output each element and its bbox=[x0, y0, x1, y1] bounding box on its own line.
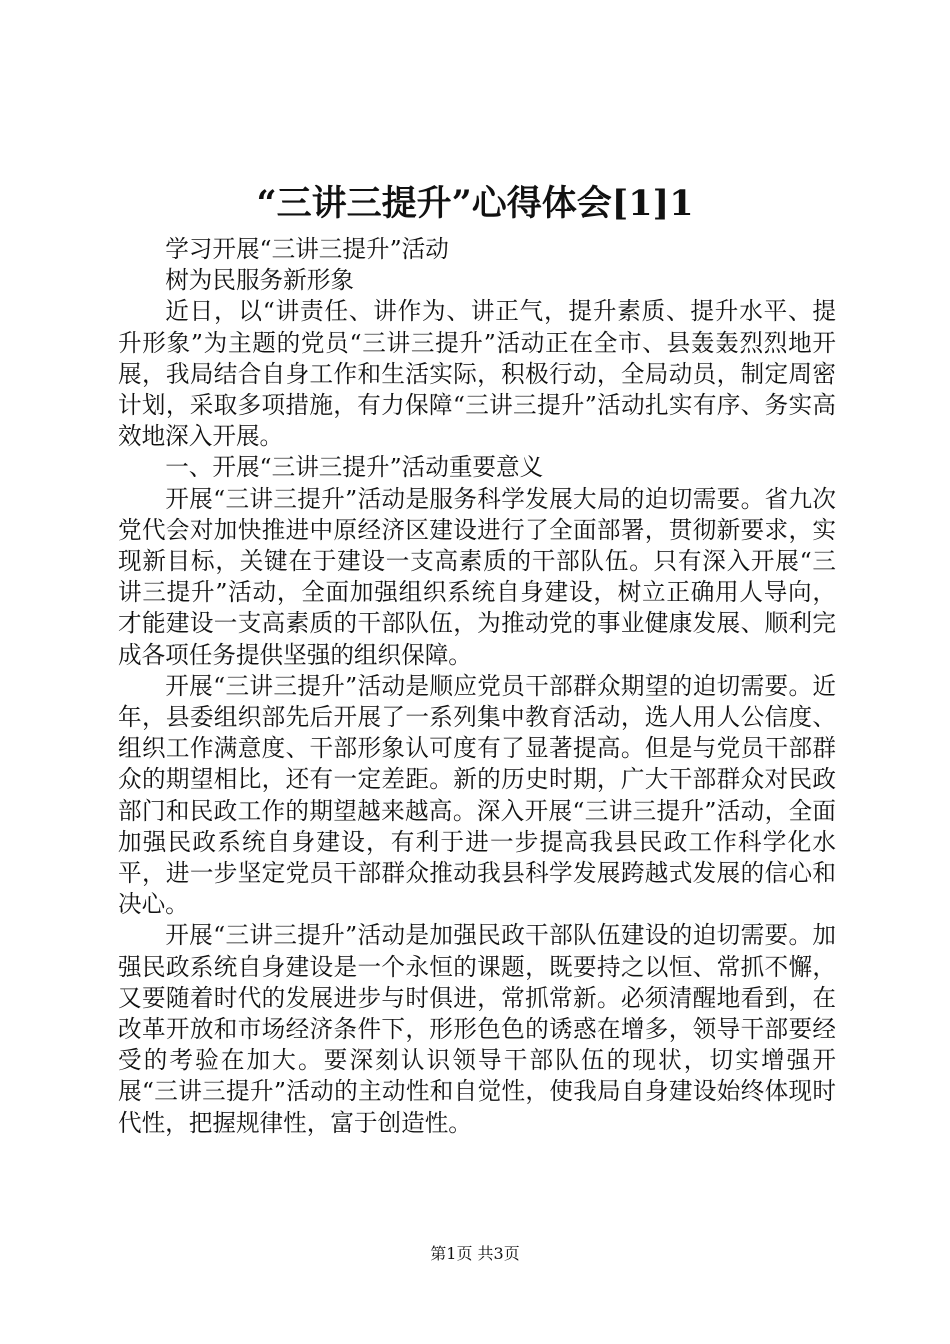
body-paragraph: 开展“三讲三提升”活动是顺应党员干部群众期望的迫切需要。近年，县委组织部先后开展了一系列集中教育活动，选人用人公信度、组织工作满意度、干部形象认可度有了显著提高。但是与党员干部群众的期望相比，还有一定差距。新的历史时期，广大干部群众对民政部门和民政工作的期望越来越高。深入开展“三讲三提升”活动，全面加强民政系统自身建设，有利于进一步提高我县民政工作科学化水平，进一步坚定党员干部群众推动我县科学发展跨越式发展的信心和决心。 bbox=[118, 671, 836, 919]
subtitle-line-2: 树为民服务新形象 bbox=[165, 266, 354, 295]
page-number-footer: 第1页 共3页 bbox=[430, 1244, 520, 1263]
body-paragraph: 开展“三讲三提升”活动是加强民政干部队伍建设的迫切需要。加强民政系统自身建设是一个永恒的课题，既要持之以恒、常抓不懈，又要随着时代的发展进步与时俱进，常抓常新。必须清醒地看到，在改革开放和市场经济条件下，形形色色的诱惑在增多，领导干部要经受的考验在加大。要深刻认识领导干部队伍的现状，切实增强开展“三讲三提升”活动的主动性和自觉性，使我局自身建设始终体现时代性，把握规律性，富于创造性。 bbox=[118, 921, 836, 1137]
intro-paragraph: 近日，以“讲责任、讲作为、讲正气，提升素质、提升水平、提升形象”为主题的党员“三讲三提升”活动正在全市、县轰轰烈烈地开展，我局结合自身工作和生活实际，积极行动，全局动员，制定周密计划，采取多项措施，有力保障“三讲三提升”活动扎实有序、务实高效地深入开展。 bbox=[118, 297, 836, 451]
document-body bbox=[118, 234, 836, 1139]
subtitle-line-1: 学习开展“三讲三提升”活动 bbox=[165, 235, 449, 263]
body-paragraph: 开展“三讲三提升”活动是服务科学发展大局的迫切需要。省九次党代会对加快推进中原经济区建设进行了全面部署，贯彻新要求，实现新目标，关键在于建设一支高素质的干部队伍。只有深入开展“三讲三提升”活动，全面加强组织系统自身建设，树立正确用人导向，才能建设一支高素质的干部队伍，为推动党的事业健康发展、顺利完成各项任务提供坚强的组织保障。 bbox=[118, 484, 836, 669]
section-heading: 一、开展“三讲三提升”活动重要意义 bbox=[165, 453, 544, 482]
document-title: “三讲三提升”心得体会[1]1 bbox=[256, 183, 694, 224]
